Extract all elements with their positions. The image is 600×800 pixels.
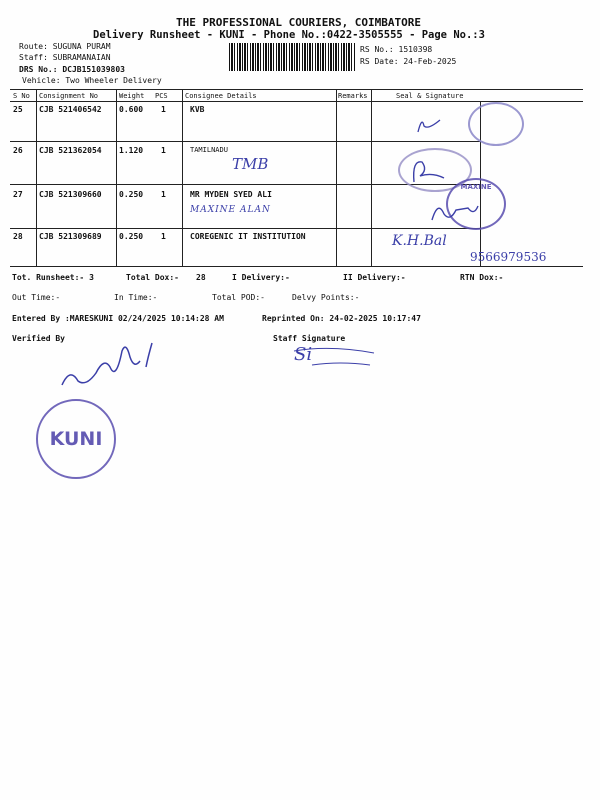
- table-row-consignee: MR MYDEN SYED ALI: [190, 190, 272, 199]
- table-row-sno: 28: [13, 232, 23, 241]
- route: Route: SUGUNA PURAM: [19, 42, 111, 51]
- col-consignee: Consignee Details: [185, 92, 257, 100]
- company-name: THE PROFESSIONAL COURIERS, COIMBATORE: [176, 16, 422, 29]
- handwritten-note: TMB: [232, 155, 269, 173]
- signature-row26: [408, 152, 448, 186]
- staff-signature-strokes: [290, 343, 382, 369]
- col-seal: Seal & Signature: [396, 92, 464, 100]
- table-row-pcs: 1: [161, 105, 166, 114]
- staff-signature: Si: [294, 344, 313, 365]
- table-row-weight: 0.250: [119, 232, 144, 241]
- table-row-pcs: 1: [161, 232, 166, 241]
- tot-runsheet: Tot. Runsheet:- 3: [12, 273, 94, 282]
- table-row-weight: 0.600: [119, 105, 144, 114]
- table-row-weight: 1.120: [119, 146, 144, 155]
- runsheet-title: Delivery Runsheet - KUNI - Phone No.:0422-3505555 - Page No.:3: [93, 29, 485, 41]
- seal-stamp: [468, 102, 524, 146]
- total-dox-value: 28: [196, 273, 206, 282]
- handwritten-phone: 9566979536: [470, 250, 547, 264]
- i-delivery: I Delivery:-: [232, 273, 290, 282]
- handwritten-note: MAXINE ALAN: [190, 205, 271, 215]
- out-time: Out Time:-: [12, 293, 61, 302]
- maxine-stamp: MAXINE: [446, 178, 506, 230]
- drs-number: DRS No.: DCJB151039803: [19, 65, 125, 74]
- col-pcs: PCS: [155, 92, 168, 100]
- table-row-sno: 26: [13, 146, 23, 155]
- staff-signature-label: Staff Signature: [273, 334, 346, 343]
- table-row-consignment: CJB 521362054: [39, 146, 102, 155]
- table-row-pcs: 1: [161, 146, 166, 155]
- total-pod: Total POD:-: [212, 293, 265, 302]
- table-row-weight: 0.250: [119, 190, 144, 199]
- total-dox-label: Total Dox:-: [126, 273, 179, 282]
- col-remarks: Remarks: [338, 92, 368, 100]
- rs-date: RS Date: 24-Feb-2025: [360, 57, 457, 66]
- table-row-consignment: CJB 521309689: [39, 232, 102, 241]
- table-row-consignee: COREGENIC IT INSTITUTION: [190, 232, 306, 241]
- table-row-consignee: KVB: [190, 105, 205, 114]
- signature-row28: K.H.Bal: [392, 233, 447, 249]
- table-row-sno: 25: [13, 105, 23, 114]
- col-sno: S No: [13, 92, 30, 100]
- kuni-stamp: KUNI: [36, 399, 116, 479]
- verified-by: Verified By: [12, 334, 65, 343]
- table-row-consignment: CJB 521406542: [39, 105, 102, 114]
- reprinted-on: Reprinted On: 24-02-2025 10:17:47: [262, 314, 421, 323]
- rtn-dox: RTN Dox:-: [460, 273, 504, 282]
- table-row-sno: 27: [13, 190, 23, 199]
- in-time: In Time:-: [114, 293, 158, 302]
- col-consignment: Consignment No: [39, 92, 99, 100]
- col-weight: Weight: [119, 92, 145, 100]
- ii-delivery: II Delivery:-: [343, 273, 406, 282]
- signature-row27: [428, 196, 480, 228]
- entered-by: Entered By :MARESKUNI 02/24/2025 10:14:28 AM: [12, 314, 224, 323]
- rs-number: RS No.: 1510398: [360, 45, 433, 54]
- signature-row25: [414, 112, 444, 136]
- barcode: [229, 43, 355, 71]
- table-row-consignment: CJB 521309660: [39, 190, 102, 199]
- staff: Staff: SUBRAMANAIAN: [19, 53, 111, 62]
- table-row-pcs: 1: [161, 190, 166, 199]
- table-row-consignee: TAMILNADU: [190, 146, 228, 154]
- vehicle: Vehicle: Two Wheeler Delivery: [22, 76, 162, 85]
- delvy-points: Delvy Points:-: [292, 293, 360, 302]
- verifier-signature: [56, 337, 166, 395]
